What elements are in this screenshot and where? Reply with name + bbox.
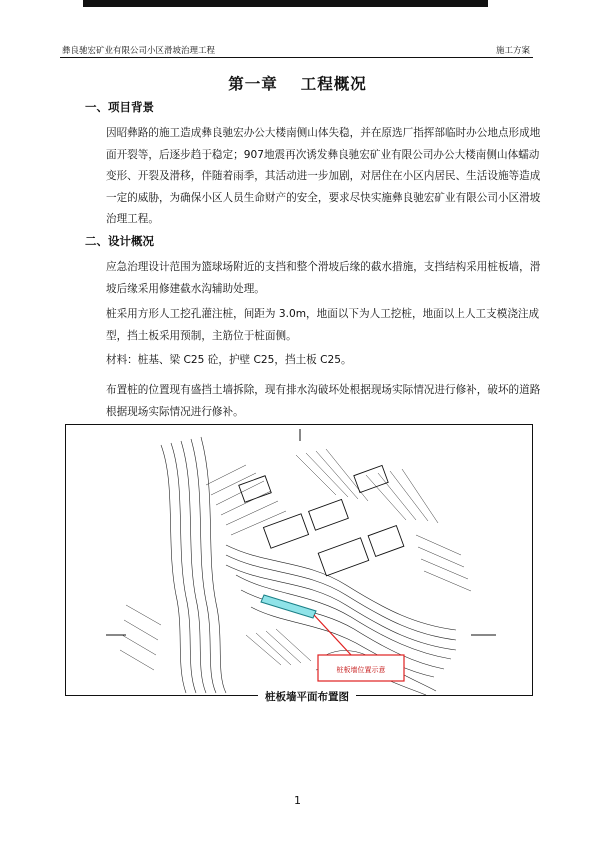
paragraph-design-3-text: 材料：桩基、梁 C25 砼，护壁 C25，挡土板 C25。 [106, 354, 352, 366]
paragraph-design-2-text: 桩采用方形人工挖孔灌注桩，间距为 3.0m，地面以下为人工挖桩，地面以上人工支模浇注成型，挡土板采用预制，主筋位于桩面侧。 [106, 308, 540, 342]
top-black-bar [83, 0, 488, 7]
paragraph-design-4 [85, 380, 541, 423]
site-plan-figure [65, 424, 533, 696]
header-project-name: 彝良驰宏矿业有限公司小区滑坡治理工程 [62, 46, 216, 56]
paragraph-design-4-text: 布置桩的位置现有盛挡土墙拆除，现有排水沟破坏处根据现场实际情况进行修补，破坏的道路根据现场实际情况进行修补。 [106, 384, 541, 418]
section-heading-design: 二、设计概况 [85, 234, 154, 248]
page-number: 1 [294, 794, 301, 807]
paragraph-background-text: 因昭彝路的施工造成彝良驰宏办公大楼南侧山体失稳，并在原选厂指挥部临时办公地点形成地面开裂等，后逐步趋于稳定；907地震再次诱发彝良驰宏矿业有限公司办公大楼南侧山体蠕动变形、开裂及滑移，伴随着雨季，其活动进一步加剧，对居住在小区内居民、生活设施等造成一定的威胁，为确保小区人员生命财产的安全，要求尽快实施彝良驰宏矿业有限公司小区滑坡治理工程。 [106, 127, 541, 226]
paragraph-design-3 [85, 350, 541, 372]
header-doc-type: 施工方案 [495, 46, 530, 56]
paragraph-design-1-text: 应急治理设计范围为篮球场附近的支挡和整个滑坡后缘的截水措施，支挡结构采用桩板墙，滑坡后缘采用修建截水沟辅助处理。 [106, 261, 541, 295]
chapter-title: 第一章 工程概况 [228, 75, 367, 93]
callout-label: 桩板墙位置示意 [336, 666, 386, 674]
header-divider [60, 57, 533, 58]
site-plan-drawing [66, 425, 533, 696]
paragraph-design-1 [85, 257, 541, 300]
section-heading-background: 一、项目背景 [85, 100, 154, 114]
paragraph-design-2 [85, 304, 541, 347]
paragraph-background [85, 123, 541, 231]
figure-caption: 桩板墙平面布置图 [258, 690, 356, 704]
callout-leader-line [314, 615, 352, 656]
